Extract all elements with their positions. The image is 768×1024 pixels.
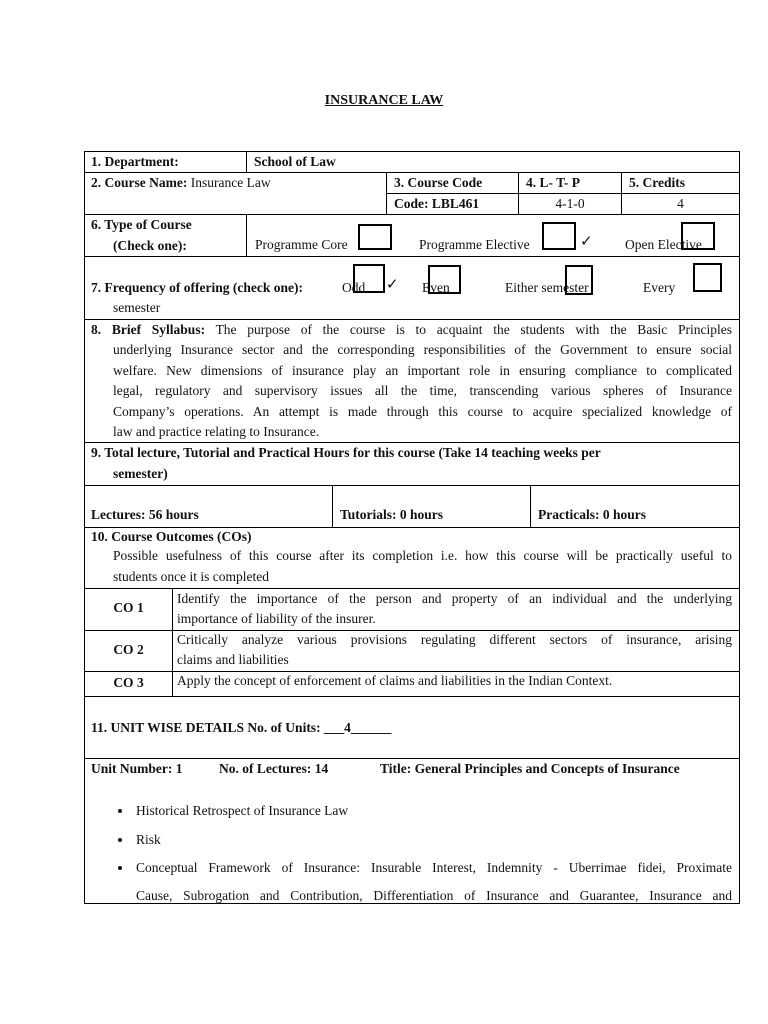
even-checkbox[interactable] bbox=[428, 265, 461, 294]
syllabus-line: welfare. New dimensions of insurance play an important role in ensuring compliance to complicated bbox=[113, 363, 732, 378]
syllabus-label: 8. Brief Syllabus: bbox=[91, 322, 206, 337]
unit-lectures: No. of Lectures: 14 bbox=[219, 761, 329, 776]
check-one-label: (Check one): bbox=[113, 238, 187, 253]
even-label: Even bbox=[422, 280, 450, 295]
course-outcomes-desc: Possible usefulness of this course after its completion i.e. how this course will be practically useful to bbox=[113, 548, 732, 563]
lectures-hours: Lectures: 56 hours bbox=[91, 507, 199, 522]
course-outcomes-label: 10. Course Outcomes (COs) bbox=[91, 529, 252, 544]
semester-label: semester bbox=[113, 300, 161, 315]
course-code-value: Code: LBL461 bbox=[394, 196, 480, 211]
credits-label: 5. Credits bbox=[629, 175, 685, 190]
type-of-course-label: 6. Type of Course bbox=[91, 217, 192, 232]
col-divider bbox=[172, 588, 173, 696]
col-divider bbox=[332, 485, 333, 527]
every-label: Every bbox=[643, 280, 676, 295]
programme-elective-checkbox[interactable] bbox=[542, 222, 576, 250]
open-elective-label: Open Elective bbox=[625, 237, 702, 252]
unit-topic: Risk bbox=[136, 832, 161, 847]
course-name-value: Insurance Law bbox=[187, 175, 271, 190]
checkmark-icon: ✓ bbox=[580, 232, 593, 250]
every-semester-checkbox[interactable] bbox=[693, 263, 722, 292]
col-divider bbox=[530, 485, 531, 527]
practicals-hours: Practicals: 0 hours bbox=[538, 507, 646, 522]
programme-core-label: Programme Core bbox=[255, 237, 348, 252]
syllabus-line: law and practice relating to Insurance. bbox=[113, 424, 320, 439]
row-divider bbox=[85, 696, 739, 697]
odd-label: Odd bbox=[342, 280, 366, 295]
unit-topic: Cause, Subrogation and Contribution, Differentiation of Insurance and Guarantee, Insurance and bbox=[136, 888, 732, 903]
either-semester-label: Either semester bbox=[505, 280, 589, 295]
col-divider bbox=[246, 152, 247, 172]
unit-title: Title: General Principles and Concepts of Insurance bbox=[380, 761, 680, 776]
course-name bbox=[91, 173, 271, 193]
ltp-value: 4-1-0 bbox=[555, 196, 585, 211]
syllabus-line: Company’s operations. An attempt is made through this course to acquire specialized knowledge of bbox=[113, 404, 732, 419]
credits-value: 4 bbox=[677, 196, 684, 211]
unit-number: Unit Number: 1 bbox=[91, 761, 183, 776]
total-hours-label-2: semester) bbox=[113, 466, 168, 481]
tutorials-hours: Tutorials: 0 hours bbox=[340, 507, 444, 522]
unit-topic: Historical Retrospect of Insurance Law bbox=[136, 803, 349, 818]
co-text: Identify the importance of the person and property of an individual and the underlying bbox=[177, 591, 732, 606]
course-name-label: 2. Course Name: bbox=[91, 175, 188, 190]
unit-topic: Conceptual Framework of Insurance: Insurable Interest, Indemnity - Uberrimae fidei, Proximate bbox=[136, 860, 732, 875]
co-id: CO 1 bbox=[113, 600, 144, 615]
co-id: CO 3 bbox=[113, 675, 144, 690]
programme-core-checkbox[interactable] bbox=[358, 224, 392, 250]
col-divider bbox=[246, 214, 247, 256]
open-elective-checkbox[interactable] bbox=[681, 222, 715, 250]
either-semester-checkbox[interactable] bbox=[565, 265, 593, 295]
col-divider bbox=[386, 172, 387, 214]
bullet-icon bbox=[118, 838, 122, 842]
checkmark-icon: ✓ bbox=[386, 275, 399, 293]
co-text: Critically analyze various provisions regulating different sectors of insurance, arising bbox=[177, 632, 732, 647]
department-label: 1. Department: bbox=[91, 154, 179, 169]
course-code-label: 3. Course Code bbox=[394, 175, 483, 190]
course-outcomes-desc: students once it is completed bbox=[113, 569, 269, 584]
ltp-label: 4. L- T- P bbox=[526, 175, 581, 190]
row-divider bbox=[85, 256, 739, 257]
department-value: School of Law bbox=[254, 154, 336, 169]
unit-wise-details-label: 11. UNIT WISE DETAILS No. of Units: ___4______ bbox=[91, 720, 392, 735]
syllabus-text: The purpose of the course is to acquaint the students with the Basic Principles bbox=[215, 322, 733, 337]
course-table bbox=[84, 151, 740, 904]
bullet-icon bbox=[118, 809, 122, 813]
syllabus-line: underlying Insurance sector and the corresponding responsibilities of the Government to ensure social bbox=[113, 342, 732, 357]
page-title: INSURANCE LAW bbox=[324, 93, 444, 108]
co-id: CO 2 bbox=[113, 642, 144, 657]
co-text: claims and liabilities bbox=[177, 652, 289, 667]
row-divider bbox=[85, 485, 739, 486]
bullet-icon bbox=[118, 866, 122, 870]
programme-elective-label: Programme Elective bbox=[419, 237, 530, 252]
frequency-label: 7. Frequency of offering (check one): bbox=[91, 280, 303, 295]
syllabus-line bbox=[91, 320, 732, 340]
total-hours-label: 9. Total lecture, Tutorial and Practical Hours for this course (Take 14 teaching weeks per bbox=[91, 445, 601, 460]
co-text: Apply the concept of enforcement of claims and liabilities in the Indian Context. bbox=[177, 673, 613, 688]
syllabus-line: legal, regulatory and supervisory issues all the time, transcending various spheres of Insurance bbox=[113, 383, 732, 398]
odd-checkbox[interactable] bbox=[353, 264, 385, 293]
co-text: importance of liability of the insurer. bbox=[177, 611, 376, 626]
